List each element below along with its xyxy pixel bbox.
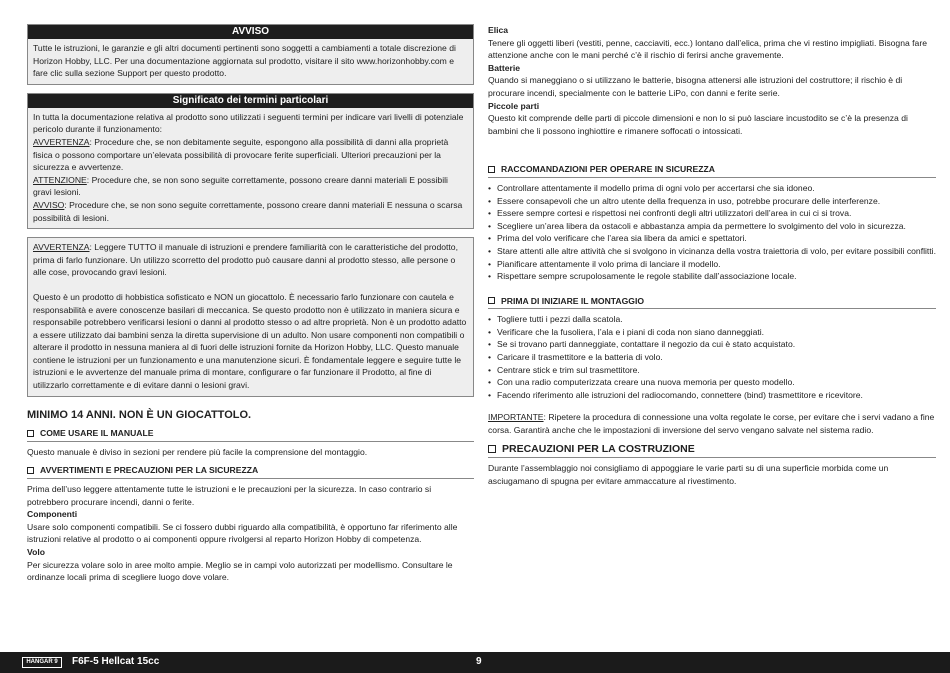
avvertimenti-heading: AVVERTIMENTI E PRECAUZIONI PER LA SICUREZZA: [27, 464, 474, 479]
checkbox-icon: [488, 297, 495, 304]
checkbox-icon: [488, 166, 495, 173]
volo-text: Per sicurezza volare solo in aree molto ampie. Meglio se in campi volo autorizzati per modellismo. Consultare le ordinanze locali prima di scegliere luogo dove volare.: [27, 559, 453, 583]
elica-text: Tenere gli oggetti liberi (vestiti, penne, cacciaviti, ecc.) lontano dall’elica, prima che vi restino impigliati. Bisogna fare attenzione anche con le mani perché c’è il rischio di ferirsi anche gravemente.: [488, 37, 927, 61]
list-item: • Prima del volo verificare che l’area sia libera da amici e spettatori.: [488, 232, 936, 245]
prima-heading: PRIMA DI INIZIARE IL MONTAGGIO: [488, 295, 936, 310]
list-item: • Centrare stick e trim sul trasmettitore.: [488, 364, 936, 377]
left-column: [27, 24, 474, 584]
significato-box: [27, 93, 474, 229]
componenti-title: Componenti: [27, 509, 78, 520]
batterie-title: Batterie: [488, 62, 520, 73]
avvertenza-text: : Procedure che, se non debitamente seguite, espongono alla possibilità di danni alla proprietà fisica o possono comportare un’elevata possibilità di provocare ferite superficiali. Ulteriori precauzioni per la sicurezza e avvertenze.: [33, 136, 449, 173]
avviso-def-text: : Procedure che, se non sono seguite correttamente, possono creare danni materiali E nessuna o scarsa possibilità di lesioni.: [33, 199, 463, 223]
hangar9-logo: HANGAR 9: [22, 657, 62, 668]
precauzioni-text: Durante l’assemblaggio noi consigliamo di appoggiare le varie parti su di una superficie morbida come un asciugamano di spugna per evitare ammaccature al rivestimento.: [488, 463, 889, 486]
page-number: 9: [476, 656, 482, 667]
avviso-def-label: AVVISO: [33, 199, 65, 210]
list-item: • Caricare il trasmettitore e la batteria di volo.: [488, 351, 936, 364]
batterie-text: Quando si maneggiano o si utilizzano le batterie, bisogna attenersi alle istruzioni del costruttore; il rischio è di procurare incendi, specialmente con le batterie LiPo, con danni e ferite serie.: [488, 75, 903, 98]
piccole-text: Questo kit comprende delle parti di piccole dimensioni e non lo si può lasciare incustodito se c’è la presenza di bambini che li possono inghiottire e rimanere soffocati o intossicati.: [488, 113, 908, 136]
precauzioni-heading: PRECAUZIONI PER LA COSTRUZIONE: [488, 443, 936, 459]
warning-label: AVVERTENZA: [33, 242, 90, 253]
significato-intro: In tutta la documentazione relativa al prodotto sono utilizzati i seguenti termini per indicare vari livelli di potenziale pericolo durante il funzionamento:: [33, 111, 464, 135]
raccomandazioni-list: [488, 182, 936, 283]
come-usare-text: Questo manuale è diviso in sezioni per rendere più facile la comprensione del montaggio.: [27, 446, 368, 457]
list-item: • Verificare che la fusoliera, l’ala e i piani di coda non siano danneggiati.: [488, 326, 936, 339]
avvertimenti-text: Prima dell’uso leggere attentamente tutte le istruzioni e le precauzioni per la sicurezza. In caso contrario si potrebbero procurare incendi, danni o ferite.: [27, 484, 432, 507]
list-item: • Togliere tutti i pezzi dalla scatola.: [488, 313, 936, 326]
importante-label: IMPORTANTE: [488, 412, 544, 423]
volo-title: Volo: [27, 547, 45, 557]
age-warning: MINIMO 14 ANNI. NON È UN GIOCATTOLO.: [27, 408, 252, 421]
right-column: [488, 24, 936, 487]
significato-title: Significato dei termini particolari: [28, 94, 473, 108]
warning-box: [27, 237, 474, 397]
list-item: • Rispettare sempre scrupolosamente le regole stabilite dall’associazione locale.: [488, 270, 936, 283]
checkbox-icon: [27, 467, 34, 474]
avviso-text: Tutte le istruzioni, le garanzie e gli altri documenti pertinenti sono soggetti a cambiamenti a totale discrezione di Horizon Hobby, LLC. Per una documentazione aggiornata sul prodotto, visitare il sito www.horizonhobby.com e fare clic sulla sezione Support per questo prodotto.: [33, 43, 456, 79]
attenzione-label: ATTENZIONE: [33, 174, 87, 185]
componenti-text: Usare solo componenti compatibili. Se ci fossero dubbi riguardo alla compatibilità, è opportuno far riferimento alle istruzioni relative al prodotto o ai componenti oppure rivolgersi al reparto Horizon Hobby di competenza.: [27, 521, 458, 545]
list-item: • Essere sempre cortesi e rispettosi nei confronti degli altri utilizzatori dell’area in cui ci si trova.: [488, 207, 936, 220]
list-item: • Stare attenti alle altre attività che si svolgono in vicinanza della vostra traiettoria di volo, per evitare possibili conflitti.: [488, 245, 936, 258]
importante-text: : Ripetere la procedura di connessione una volta regolate le corse, per evitare che i servi vadano a fine corsa. Garantirà anche che le impostazioni di inversione del servo vengano salvate nel sistema radio.: [488, 412, 935, 436]
list-item: • Pianificare attentamente il volo prima di lanciare il modello.: [488, 258, 936, 271]
page-footer: [0, 652, 950, 673]
avviso-title: AVVISO: [28, 25, 473, 39]
list-item: • Con una radio computerizzata creare una nuova memoria per questo modello.: [488, 376, 936, 389]
warning-text-2: Questo è un prodotto di hobbistica sofisticato e NON un giocattolo. È necessario farlo funzionare con cautela e responsabilità e avere conoscenze basilari di meccanica. Se questo prodotto non è utilizzato in maniera sicura e responsabile potrebbero verificarsi lesioni o danni al prodotto stesso o ad altre proprietà. Non è un prodotto adatto a essere utilizzato dai bambini senza la diretta supervisione di un adulto. Non usare componenti non compatibili o alterare il prodotto in nessuna maniera al di fuori delle istruzioni fornite da Horizon Hobby, LLC. Questo manuale contiene le istruzioni per un funzionamento e una manutenzione sicuri. È fondamentale leggere e seguire tutte le istruzioni e le avvertenze del manuale prima di montare, configurare o far funzionare il Prodotto, al fine di utilizzarlo correttamente e di evitare danni o lesioni gravi.: [33, 291, 467, 391]
list-item: • Se si trovano parti danneggiate, contattare il negozio da cui è stato acquistato.: [488, 338, 936, 351]
elica-title: Elica: [488, 25, 509, 35]
come-usare-heading: COME USARE IL MANUALE: [27, 427, 474, 442]
list-item: • Facendo riferimento alle istruzioni del radiocomando, connettere (bind) trasmettitore e ricevitore.: [488, 389, 936, 402]
piccole-title: Piccole parti: [488, 100, 540, 111]
avvertenza-label: AVVERTENZA: [33, 136, 90, 147]
prima-list: [488, 313, 936, 401]
checkbox-icon: [27, 430, 34, 437]
checkbox-icon: [488, 445, 496, 453]
list-item: • Controllare attentamente il modello prima di ogni volo per accertarsi che sia idoneo.: [488, 182, 936, 195]
list-item: • Scegliere un’area libera da ostacoli e abbastanza ampia da permettere lo svolgimento del volo in sicurezza.: [488, 220, 936, 233]
raccomandazioni-heading: RACCOMANDAZIONI PER OPERARE IN SICUREZZA: [488, 163, 936, 178]
attenzione-text: : Procedure che, se non sono seguite correttamente, possono creare danni materiali E possibili gravi lesioni.: [33, 174, 448, 198]
warning-text-1: : Leggere TUTTO il manuale di istruzioni e prendere familiarità con le caratteristiche del prodotto, prima di farlo funzionare. Un utilizzo scorretto del prodotto può causare danni al prodotto stesso, alle persone o alle cose, provocando gravi lesioni.: [33, 242, 458, 278]
footer-title: F6F-5 Hellcat 15cc: [72, 656, 160, 667]
list-item: • Essere consapevoli che un altro utente della frequenza in uso, potrebbe procurare delle interferenze.: [488, 195, 936, 208]
avviso-box: [27, 24, 474, 85]
